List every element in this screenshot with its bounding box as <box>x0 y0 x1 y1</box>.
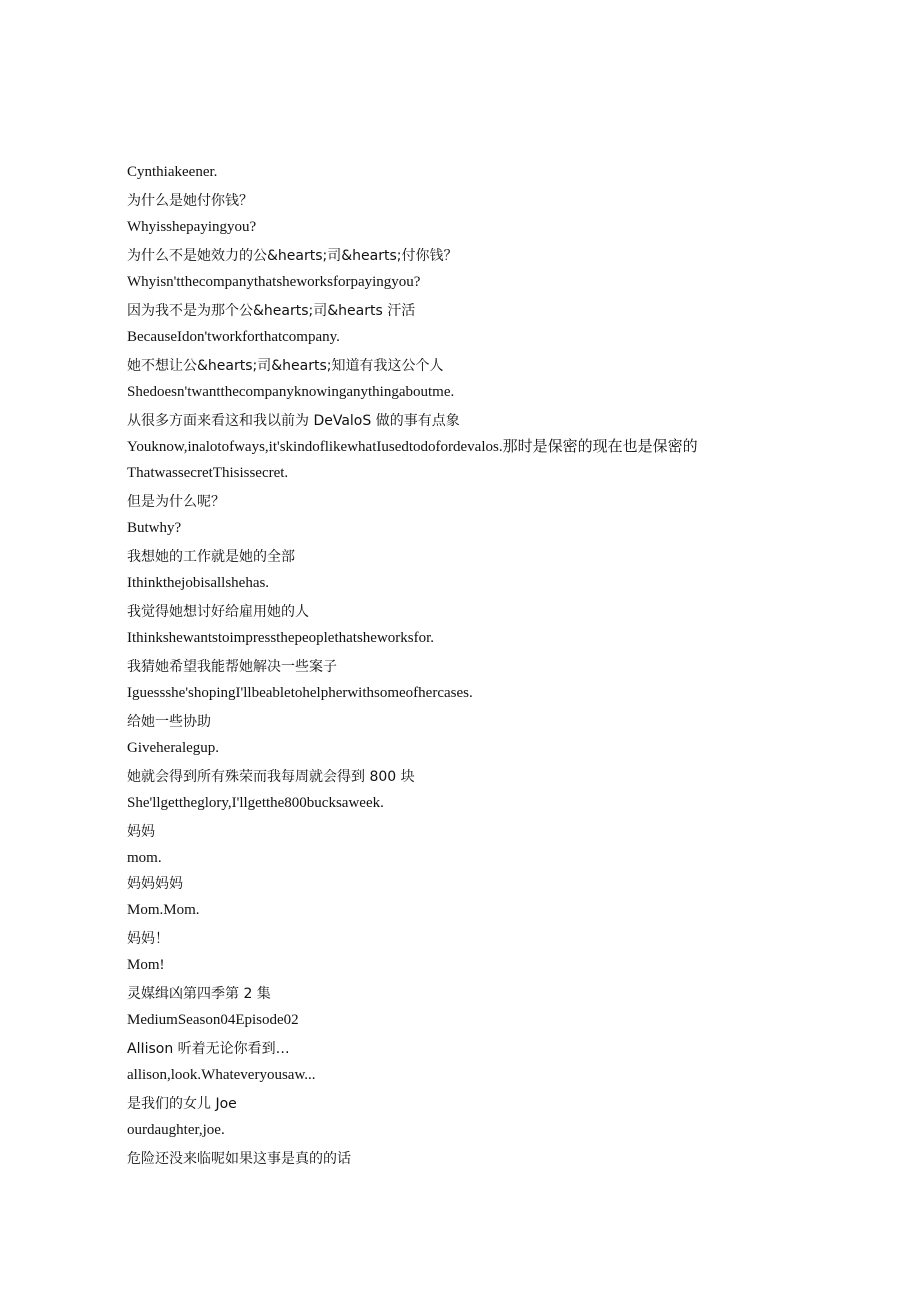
transcript-line: 她就会得到所有殊荣而我每周就会得到 800 块 <box>127 769 415 785</box>
transcript-body <box>127 160 887 1173</box>
transcript-line: Mom! <box>127 957 165 973</box>
transcript-line: ThatwassecretThisissecret. <box>127 465 289 481</box>
transcript-line: Whyisshepayingyou? <box>127 219 257 235</box>
transcript-line: 给她一些协助 <box>127 714 211 730</box>
transcript-line: 妈妈 <box>127 824 155 840</box>
transcript-line: 为什么不是她效力的公&hearts;司&hearts;付你钱？ <box>127 248 458 264</box>
transcript-line: 她不想让公&hearts;司&hearts;知道有我这公个人 <box>127 358 444 374</box>
transcript-line: Shedoesn'twantthecompanyknowinganythingaboutme. <box>127 384 455 400</box>
transcript-line: Giveheralegup. <box>127 740 220 756</box>
transcript-line: Ithinkthejobisallshehas. <box>127 575 270 591</box>
transcript-line: Whyisn'tthecompanythatsheworksforpayingyou? <box>127 274 421 290</box>
transcript-line: Butwhy? <box>127 520 182 536</box>
transcript-line: Mom.Mom. <box>127 902 200 918</box>
transcript-line: allison,look.Whateveryousaw... <box>127 1067 316 1083</box>
transcript-line: mom. <box>127 850 162 866</box>
transcript-line: 是我们的女儿 Joe <box>127 1096 237 1112</box>
transcript-line: 我觉得她想讨好给雇用她的人 <box>127 604 309 620</box>
transcript-line: ourdaughter,joe. <box>127 1122 225 1138</box>
transcript-line: She'llgettheglory,I'llgetthe800bucksaweek. <box>127 795 384 811</box>
transcript-line: MediumSeason04Episode02 <box>127 1012 299 1028</box>
transcript-line: 但是为什么呢？ <box>127 494 225 510</box>
transcript-line: 从很多方面来看这和我以前为 DeValoS 做的事有点象 <box>127 413 460 429</box>
transcript-line: Youknow,inalotofways,it'skindoflikewhatIusedtodofordevalos.那时是保密的现在也是保密的 <box>127 439 698 455</box>
transcript-line: Cynthiakeener. <box>127 164 218 180</box>
transcript-line: 为什么是她付你钱？ <box>127 193 253 209</box>
transcript-line: 因为我不是为那个公&hearts;司&hearts 汗活 <box>127 303 416 319</box>
transcript-line: 我猜她希望我能帮她解决一些案子 <box>127 659 337 675</box>
transcript-line: Ithinkshewantstoimpressthepeoplethatsheworksfor. <box>127 630 435 646</box>
transcript-line: BecauseIdon'tworkforthatcompany. <box>127 329 340 345</box>
transcript-line: 妈妈！ <box>127 931 169 947</box>
transcript-line: Iguessshe'shopingI'llbeabletohelpherwithsomeofhercases. <box>127 685 473 701</box>
transcript-line: 我想她的工作就是她的全部 <box>127 549 295 565</box>
transcript-line: 危险还没来临呢如果这事是真的的话 <box>127 1151 351 1167</box>
transcript-line: 灵媒缉凶第四季第 2 集 <box>127 986 271 1002</box>
transcript-line: AlIison 听着无论你看到… <box>127 1041 290 1057</box>
transcript-line: 妈妈妈妈 <box>127 876 183 892</box>
